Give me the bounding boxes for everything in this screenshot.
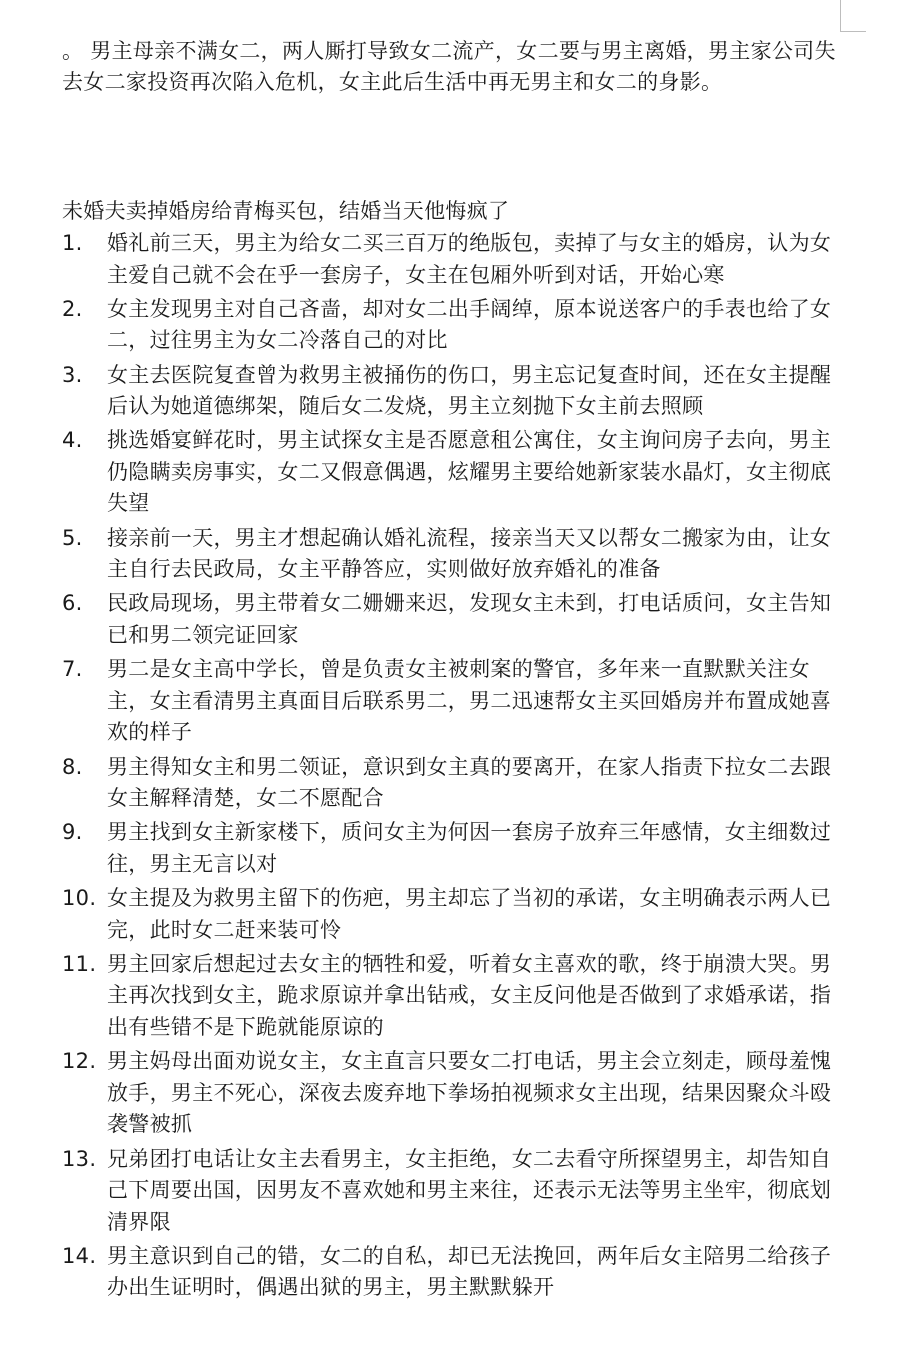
list-item (62, 817, 852, 880)
list-item-text: 女主发现男主对自己吝啬，却对女二出手阔绰，原本说送客户的手表也给了女二，过往男主为女二冷落自己的对比 (107, 296, 832, 353)
list-item-number: 8. (62, 754, 83, 779)
list-item-text: 男主回家后想起过去女主的牺牲和爱，听着女主喜欢的歌，终于崩溃大哭。男主再次找到女主，跪求原谅并拿出钻戒，女主反问他是否做到了求婚承诺，指出有些错不是下跪就能原谅的 (107, 951, 832, 1039)
list-item (62, 523, 852, 586)
list-item-number: 12. (62, 1049, 97, 1074)
list-item (62, 425, 852, 520)
list-item-number: 10. (62, 886, 97, 911)
list-item-text: 兄弟团打电话让女主去看男主，女主拒绝，女二去看守所探望男主，却告知自己下周要出国，因男友不喜欢她和男主来往，还表示无法等男主坐牢，彻底划清界限 (107, 1146, 832, 1234)
page-corner-mark (840, 0, 866, 32)
list-item-text: 男二是女主高中学长，曾是负责女主被刺案的警官，多年来一直默默关注女主，女主看清男主真面目后联系男二，男二迅速帮女主买回婚房并布置成她喜欢的样子 (107, 657, 832, 745)
list-item (62, 588, 852, 651)
plot-list (62, 228, 852, 1307)
list-item-number: 13. (62, 1146, 97, 1171)
list-item-text: 女主去医院复查曾为救男主被捅伤的伤口，男主忘记复查时间，还在女主提醒后认为她道德绑架，随后女二发烧，男主立刻抛下女主前去照顾 (107, 362, 832, 419)
story-title: 未婚夫卖掉婚房给青梅买包，结婚当天他悔疯了 (62, 199, 510, 223)
list-item-text: 婚礼前三天，男主为给女二买三百万的绝版包，卖掉了与女主的婚房，认为女主爱自己就不会在乎一套房子，女主在包厢外听到对话，开始心寒 (107, 231, 832, 287)
list-item-text: 接亲前一天，男主才想起确认婚礼流程，接亲当天又以帮女二搬家为由，让女主自行去民政局，女主平静答应，实则做好放弃婚礼的准备 (107, 525, 832, 582)
list-item (62, 883, 852, 946)
list-item-text: 男主妈母出面劝说女主，女主直言只要女二打电话，男主会立刻走，顾母羞愧放手，男主不死心，深夜去废弃地下拳场拍视频求女主出现，结果因聚众斗殴袭警被抓 (107, 1049, 832, 1137)
list-item-text: 民政局现场，男主带着女二姗姗来迟，发现女主未到，打电话质问，女主告知已和男二领完证回家 (107, 591, 832, 647)
list-item (62, 949, 852, 1044)
list-item-number: 3. (62, 362, 83, 387)
list-item-number: 6. (62, 591, 83, 616)
list-item-text: 男主找到女主新家楼下，质问女主为何因一套房子放弃三年感情，女主细数过往，男主无言以对 (107, 820, 832, 876)
list-item (62, 654, 852, 749)
list-item (62, 1046, 852, 1141)
list-item-text: 男主得知女主和男二领证，意识到女主真的要离开，在家人指责下拉女二去跟女主解释清楚，女二不愿配合 (107, 754, 832, 811)
list-item (62, 752, 852, 815)
list-item-number: 9. (62, 820, 83, 845)
list-item (62, 1144, 852, 1239)
intro-paragraph: 。 男主母亲不满女二，两人厮打导致女二流产，女二要与男主离婚，男主家公司失去女二家投资再次陷入危机，女主此后生活中再无男主和女二的身影。 (62, 39, 836, 94)
list-item-number: 5. (62, 525, 83, 550)
list-item-number: 11. (62, 951, 97, 976)
list-item (62, 360, 852, 423)
list-item-number: 1. (62, 231, 83, 255)
list-item-number: 14. (62, 1243, 97, 1268)
list-item-number: 4. (62, 428, 83, 453)
list-item-number: 2. (62, 296, 83, 321)
list-item-text: 挑选婚宴鲜花时，男主试探女主是否愿意租公寓住，女主询问房子去向，男主仍隐瞒卖房事实，女二又假意偶遇，炫耀男主要给她新家装水晶灯，女主彻底失望 (107, 428, 832, 516)
list-item-text: 男主意识到自己的错，女二的自私，却已无法挽回，两年后女主陪男二给孩子办出生证明时，偶遇出狱的男主，男主默默躲开 (107, 1243, 832, 1300)
list-item-text: 女主提及为救男主留下的伤疤，男主却忘了当初的承诺，女主明确表示两人已完，此时女二赶来装可怜 (107, 886, 832, 942)
list-item (62, 228, 852, 291)
list-item (62, 1241, 852, 1304)
list-item (62, 294, 852, 357)
list-item-number: 7. (62, 657, 83, 682)
